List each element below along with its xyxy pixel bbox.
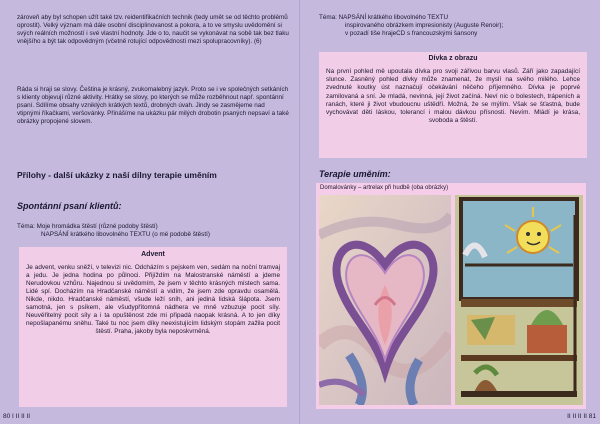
tema-block-left	[17, 223, 289, 239]
heading-spontanni-psani: Spontánní psaní klientů:	[17, 201, 122, 211]
tema-line-2: NAPSÁNÍ krátkého libovolného TEXTU (o mé podobě štěstí)	[41, 231, 210, 238]
page-number-left: 80 I II II II	[3, 413, 31, 420]
advent-body: Je advent, venku sněží, v televizi nic. Odcházím s pejskem ven, sedám na noční tramvaj a jedu. Je jedna hodina po půlnoci. Přijíždím na Malostranské náměstí a jdeme Nerudovkou vzhůru. Najednou si uvědomím, že jsem v těchto krásných místech sama. Lidé spí. Docházím na Hradčanské náměstí a vidím, že jsem zde opravdu osamělá. Nikde, nikdo. Hradčanské náměstí, všude leží sníh, ani jediná lidská šlápota. Jsem samotná, jen s psíkem, ale všudypřítomná nádhera ve mně vzbuzuje pocit síly. Neuvěřitelný pocit síly a i ta opuštěnost zde mi připadá naopak krásná. A to jen díky nepošlapanému sněhu. Také tu noc jsem díky neexistujícím lidským stopám zažila pocit štěstí. Praha, jakoby byla neposkvrněná.	[26, 264, 280, 335]
tema-right-line-1: Téma: NAPSÁNÍ krátkého libovolného TEXTU	[319, 14, 449, 21]
heading-terapie-umenim: Terapie uměním:	[319, 169, 391, 179]
intro-paragraph: zároveň aby byl schopen užít také tzv. reidentifikačních technik (tedy umět se od těchto problémů oprostit). Velký význam má dále osobní disciplinovanost a pokora, a to ve smyslu uvědomění si svých reálních možností i své vlastní hodnoty. Jde o to, naučit se vykonávat na sobě tak bez tlaku vnějšího a být tak odpovědným (včetně rotující odpovědnosti mezi spolupracovníky). (6)	[17, 14, 289, 45]
right-page	[300, 0, 600, 424]
tema-right-line-3: v pozadí tiše hrajeCD s francouzskými šansony	[345, 30, 478, 37]
tema-right-line-2: inspirovaného obrázkem impresionisty (Auguste Renoir);	[345, 22, 504, 29]
advent-title: Advent	[141, 251, 165, 258]
second-paragraph: Ráda si hraji se slovy. Čeština je krásný, zvukomalebný jazyk. Proto se i ve společných setkáních s klienty objevují různé aktivity. Hrátky se slovy, po kterých se může rozběhnout např. spontánní psaní. Sdílíme obsahy vzniklých krátkých textů, drobných úvah. Jindy se zasmějeme nad vtipnými říkačkami, veršovánky. Přinášíme na ukázku pár milých drobotin psaných nepsaví a také obrázky propojené slovem.	[17, 86, 289, 125]
heading-prilohy: Přílohy - další ukázky z naší dílny terapie uměním	[17, 170, 217, 180]
advent-box	[19, 247, 287, 407]
tema-line-1: Téma: Moje hromádka štěstí (různé podoby štěstí)	[17, 223, 158, 230]
artwork-heart-drawing	[319, 195, 451, 405]
artwork-gallery	[316, 183, 586, 409]
divka-body: Na první pohled mě upoutala dívka pro svoji zářivou barvu vlasů. Září jako zapadající slunce. Zasněný pohled dívky může znamenat, že myslí na svého milého. Lehce zvednuté koutky úst naznačují očekávání něčeho příjemného. Dívka je poprvé zamilovaná a sní. Je mladá, nevinná, její život začíná. Neví nic o bolestech, trápeních a ranách, které ji život vbudoucnu uštědří. Možná, že se mýlím. Však se šťastná, bude vychovávat děti láskou, tolerancí i malou dávkou přísnosti. Nevím. Mládí je krása, svoboda a štěstí.	[326, 68, 580, 125]
divka-title: Dívka z obrazu	[428, 55, 478, 62]
divka-box	[319, 52, 587, 158]
gallery-caption: Domalovánky – artrelax při hudbě (oba obrázky)	[320, 185, 449, 191]
artwork-sun-drawing	[455, 195, 583, 405]
page-number-right: II II II II 81	[567, 413, 596, 420]
tema-block-right	[319, 14, 589, 38]
